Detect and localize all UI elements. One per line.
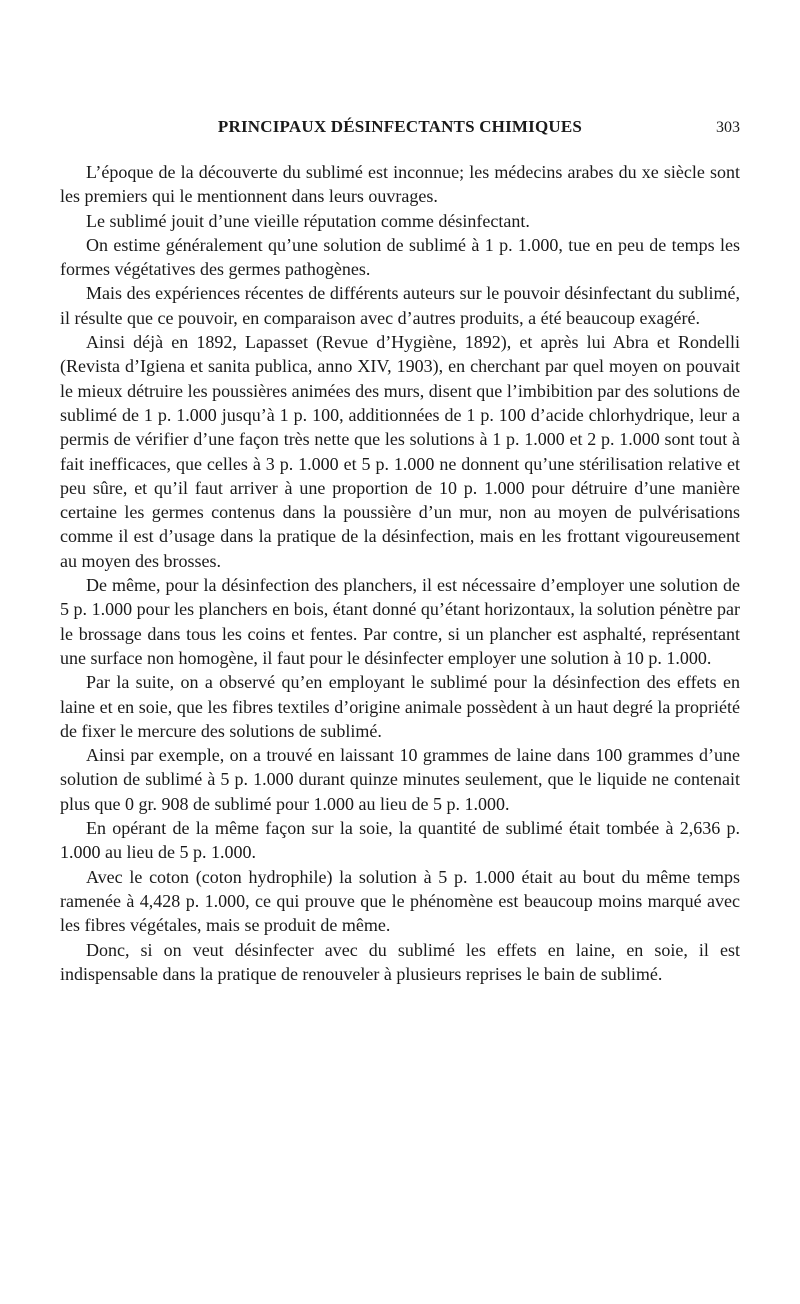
paragraph: Mais des expériences récentes de différents auteurs sur le pouvoir désinfectant du sublimé, il résulte que ce pouvoir, en comparaison avec d’autres produits, a été beaucoup exagéré. <box>60 283 740 328</box>
paragraph: Donc, si on veut désinfecter avec du sublimé les effets en laine, en soie, il est indispensable dans la pratique de renouveler à plusieurs reprises le bain de sublimé. <box>60 939 740 984</box>
paragraph: Par la suite, on a observé qu’en employant le sublimé pour la désinfection des effets en laine et en soie, que les fibres textiles d’origine animale possèdent à un haut degré la propriété de fixer le mercure des solutions de sublimé. <box>60 672 740 741</box>
paragraph: De même, pour la désinfection des planchers, il est nécessaire d’employer une solution de 5 p. 1.000 pour les planchers en bois, étant donné qu’étant horizontaux, la solution pénètre par le brossage dans tous les coins et fentes. Par contre, si un plancher est asphalté, représentant une surface non homogène, il faut pour le désinfecter employer une solution à 10 p. 1.000. <box>60 575 740 668</box>
paragraph: Le sublimé jouit d’une vieille réputation comme désinfectant. <box>86 210 530 231</box>
paragraph: Ainsi par exemple, on a trouvé en laissant 10 grammes de laine dans 100 grammes d’une solution de sublimé à 5 p. 1.000 durant quinze minutes seulement, que le liquide ne contenait plus que 0 gr. 908 de sublimé pour 1.000 au lieu de 5 p. 1.000. <box>60 745 740 814</box>
running-head <box>60 115 740 139</box>
paragraph: Avec le coton (coton hydrophile) la solution à 5 p. 1.000 était au bout du même temps ramenée à 4,428 p. 1.000, ce qui prouve que le phénomène est beaucoup moins marqué avec les fibres végétales, mais se produit de même. <box>60 866 740 936</box>
page-number: 303 <box>716 119 740 136</box>
body-text <box>60 160 740 986</box>
paragraph: Ainsi déjà en 1892, Lapasset (Revue d’Hygiène, 1892), et après lui Abra et Rondelli (Revista d’Igiena et sanita publica, anno XIV, 1903), en cherchant par quel moyen on pouvait le mieux détruire les poussières animées des murs, disent que l’imbibition par des solutions de sublimé de 1 p. 1.000 jusqu’à 1 p. 100, additionnées de 1 p. 100 d’acide chlorhydrique, leur a permis de vérifier d’une façon très nette que les solutions à 1 p. 1.000 et 2 p. 1.000 sont tout à fait inefficaces, que celles à 3 p. 1.000 et 5 p. 1.000 ne donnent qu’une stérilisation relative et peu sûre, et qu’il faut arriver à une proportion de 10 p. 1.000 pour détruire d’une manière certaine les germes contenus dans la poussière d’un mur, non au moyen de pulvérisations comme il est d’usage dans la pratique de la désinfection, mais en les frottant vigoureusement au moyen des brosses. <box>60 332 740 571</box>
running-title: PRINCIPAUX DÉSINFECTANTS CHIMIQUES <box>217 117 583 136</box>
paragraph: L’époque de la découverte du sublimé est inconnue; les médecins arabes du xe siècle sont les premiers qui le mentionnent dans leurs ouvrages. <box>60 162 740 207</box>
paragraph: On estime généralement qu’une solution de sublimé à 1 p. 1.000, tue en peu de temps les formes végétatives des germes pathogènes. <box>60 234 740 280</box>
paragraph: En opérant de la même façon sur la soie, la quantité de sublimé était tombée à 2,636 p. 1.000 au lieu de 5 p. 1.000. <box>60 818 740 863</box>
